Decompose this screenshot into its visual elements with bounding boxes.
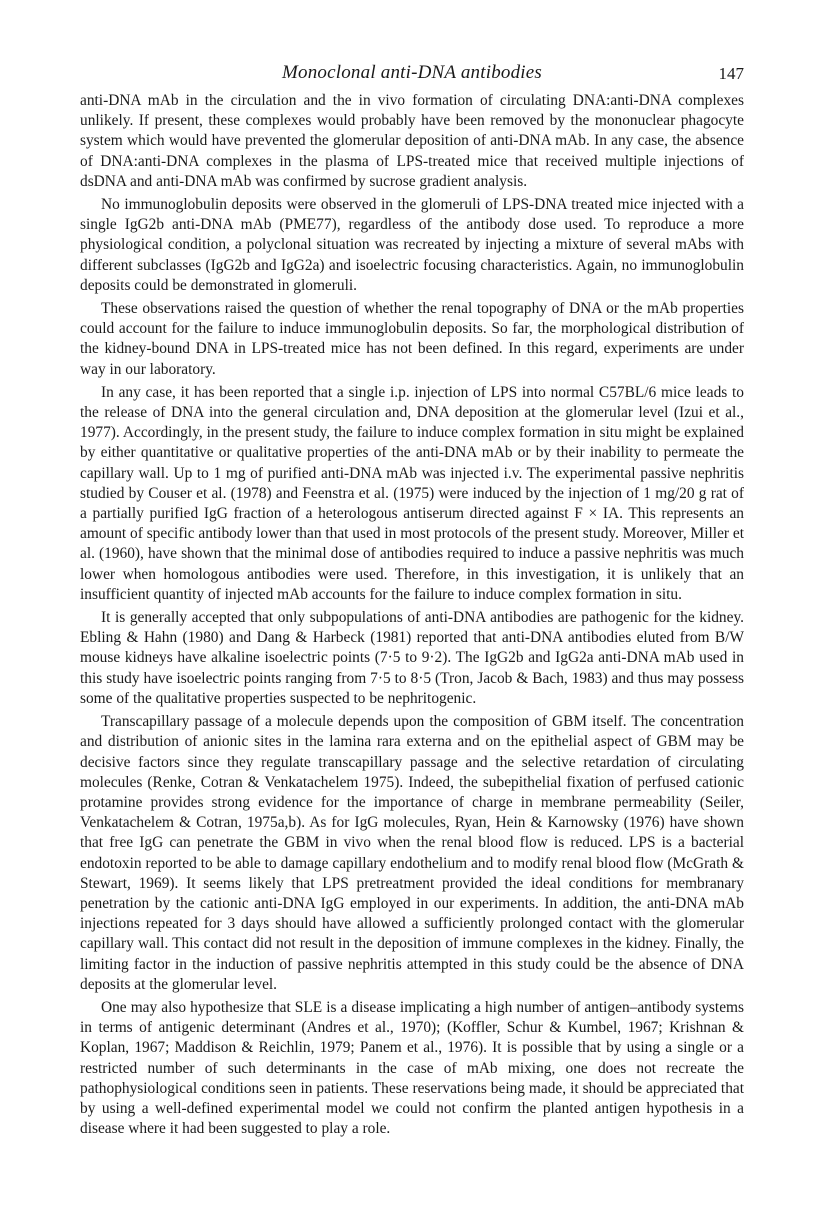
running-head [80, 62, 744, 88]
body-text [80, 91, 744, 1142]
paragraph-pathogenic-subpopulations: It is generally accepted that only subpopulations of anti-DNA antibodies are pathogenic for the kidney. Ebling & Hahn (1980) and Dang & Harbeck (1981) reported that anti-DNA antibodies eluted from B/W mouse kidneys have alkaline isoelectric points (7·5 to 9·2). The IgG2b and IgG2a anti-DNA mAb used in this study have isoelectric points ranging from 7·5 to 8·5 (Tron, Jacob & Bach, 1983) and thus may possess some of the qualitative properties suspected to be nephritogenic. [80, 609, 744, 707]
page-number: 147 [718, 64, 744, 83]
paragraph-renal-topography: These observations raised the question of whether the renal topography of DNA or the mAb properties could account for the failure to induce immunoglobulin deposits. So far, the morphological distribution of the kidney-bound DNA in LPS-treated mice has not been defined. In this regard, experiments are under way in our laboratory. [80, 300, 744, 378]
paragraph-continuation: anti-DNA mAb in the circulation and the in vivo formation of circulating DNA:anti-DNA complexes unlikely. If present, these complexes would probably have been removed by the mononuclear phagocyte system which would have prevented the glomerular deposition of anti-DNA mAb. In any case, the absence of DNA:anti-DNA complexes in the plasma of LPS-treated mice that received multiple injections of dsDNA and anti-DNA mAb was confirmed by sucrose gradient analysis. [80, 92, 744, 190]
running-title: Monoclonal anti-DNA antibodies [281, 62, 543, 83]
paragraph-immunoglobulin-deposits: No immunoglobulin deposits were observed in the glomeruli of LPS-DNA treated mice injected with a single IgG2b anti-DNA mAb (PME77), regardless of the antibody dose used. To reproduce a more physiological condition, a polyclonal situation was recreated by injecting a mixture of several mAbs with different subclasses (IgG2b and IgG2a) and isoelectric focusing characteristics. Again, no immunoglobulin deposits could be demonstrated in glomeruli. [80, 196, 744, 294]
paragraph-sle-hypothesis: One may also hypothesize that SLE is a disease implicating a high number of antigen–antibody systems in terms of antigenic determinant (Andres et al., 1970); (Koffler, Schur & Kumbel, 1967; Krishnan & Koplan, 1967; Maddison & Reichlin, 1979; Panem et al., 1976). It is possible that by using a single or a restricted number of such determinants in the case of mAb mixing, one does not recreate the pathophysiological conditions seen in patients. These reservations being made, it should be appreciated that by using a well-defined experimental model we could not confirm the planted antigen hypothesis in a disease where it had been suggested to play a role. [80, 998, 744, 1138]
paragraph-lps-injection: In any case, it has been reported that a single i.p. injection of LPS into normal C57BL/6 mice leads to the release of DNA into the general circulation and, DNA deposition at the glomerular level (Izui et al., 1977). Accordingly, in the present study, the failure to induce complex formation in situ might be explained by either quantitative or qualitative properties of the anti-DNA mAb or by their inability to permeate the capillary wall. Up to 1 mg of purified anti-DNA mAb was injected i.v. The experimental passive nephritis studied by Couser et al. (1978) and Feenstra et al. (1975) were induced by the injection of 1 mg/20 g rat of a partially purified IgG fraction of a heterologous antiserum directed against F × IA. This represents an amount of specific antibody lower than that used in most protocols of the present study. Moreover, Miller et al. (1960), have shown that the minimal dose of antibodies required to induce a passive nephritis was much lower when homologous antibodies were used. Therefore, in this investigation, it is unlikely that an insufficient quantity of injected mAb accounts for the failure to induce complex formation in situ. [80, 383, 744, 603]
paragraph-transcapillary-passage: Transcapillary passage of a molecule depends upon the composition of GBM itself. The concentration and distribution of anionic sites in the lamina rara externa and on the epithelial aspect of GBM may be decisive factors since they regulate transcapillary passage and the selective retardation of circulating molecules (Renke, Cotran & Venkatachelem 1975). Indeed, the subepithelial fixation of perfused cationic protamine provides strong evidence for the importance of charge in membrane permeability (Seiler, Venkatachelem & Cotran, 1975a,b). As for IgG molecules, Ryan, Hein & Karnowsky (1976) have shown that free IgG can penetrate the GBM in vivo when the renal blood flow is reduced. LPS is a bacterial endotoxin reported to be able to damage capillary endothelium and to modify renal blood flow (McGrath & Stewart, 1969). It seems likely that LPS pretreatment provided the ideal conditions for membranary penetration by the cationic anti-DNA IgG employed in our experiments. In addition, the anti-DNA mAb injections repeated for 3 days should have allowed a sufficiently prolonged contact with the glomerular capillary wall. This contact did not result in the deposition of immune complexes in the kidney. Finally, the limiting factor in the induction of passive nephritis attempted in this study could be the absence of DNA deposits at the glomerular level. [80, 713, 744, 993]
